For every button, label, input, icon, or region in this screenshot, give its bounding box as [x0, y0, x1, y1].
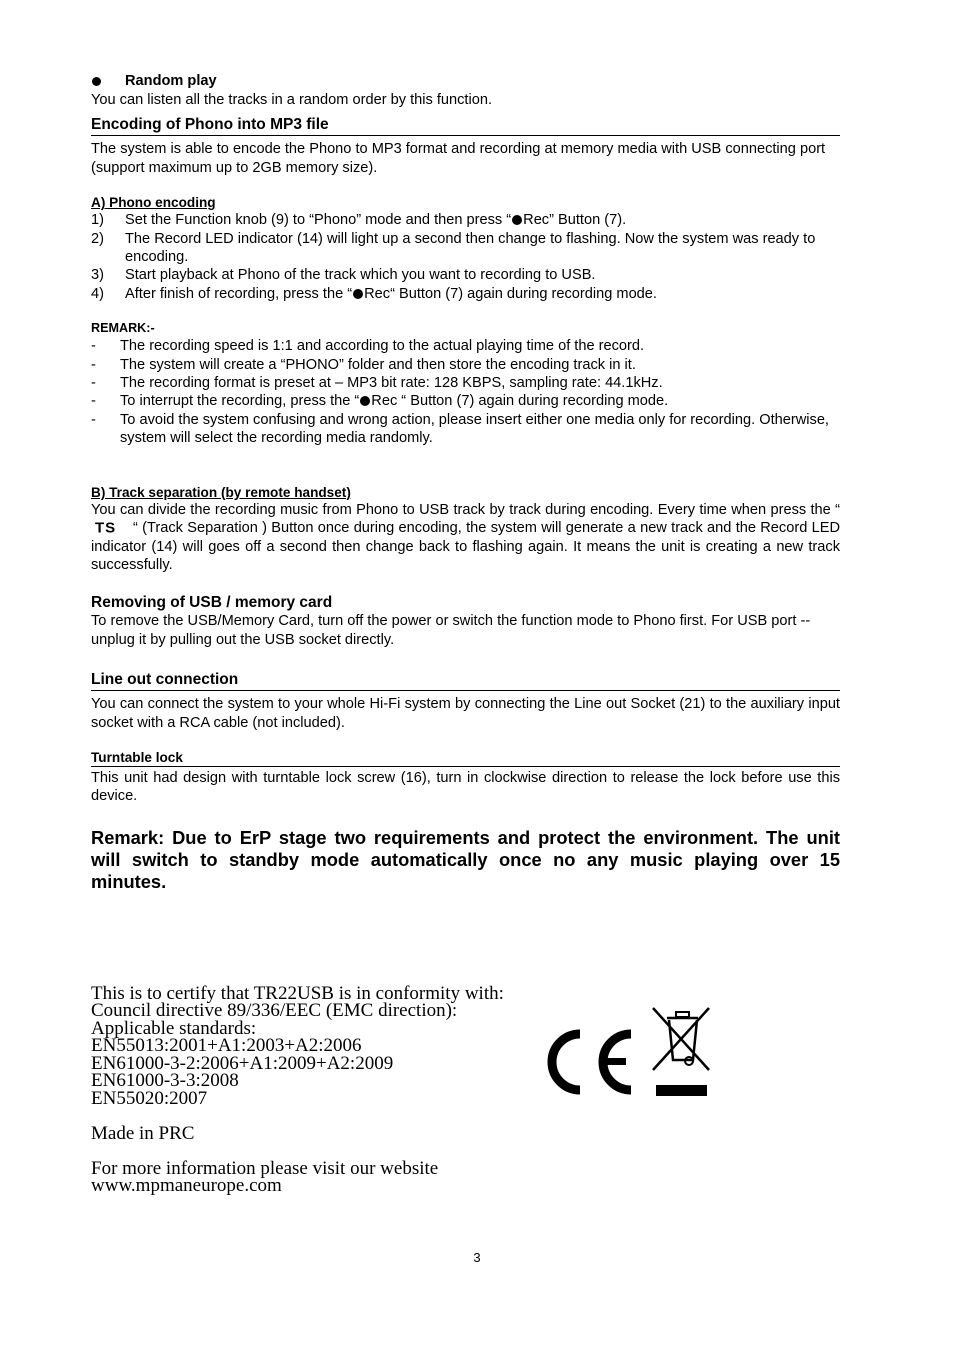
list-item: 2) The Record LED indicator (14) will light up a second then change to flashing. Now the system was ready to encoding.	[91, 230, 816, 266]
list-item: 4) After finish of recording, press the “ Rec“ Button (7) again during recording mode.	[91, 285, 657, 302]
random-play-heading: Random play	[91, 72, 840, 91]
phono-encoding-heading: A) Phono encoding	[91, 195, 216, 211]
manual-page	[91, 72, 840, 1195]
list-item: - To avoid the system confusing and wrong action, please insert either one media only for recording. Otherwise, system will select the recording media randomly.	[91, 411, 829, 447]
list-item: - The recording format is preset at – MP3 bit rate: 128 KBPS, sampling rate: 44.1kHz.	[91, 375, 663, 392]
turntable-heading: Turntable lock	[91, 750, 840, 767]
list-item: 3) Start playback at Phono of the track which you want to recording to USB.	[91, 267, 596, 284]
svg-text:TS: TS	[95, 520, 117, 535]
made-in: Made in PRC	[91, 1122, 195, 1144]
track-separation-icon	[94, 520, 130, 534]
record-dot-icon	[353, 289, 363, 299]
list-item: - To interrupt the recording, press the “ Rec “ Button (7) again during recording mode.	[91, 393, 669, 410]
more-info: For more information please visit our website	[91, 1157, 439, 1179]
website: www.mpmaneurope.com	[91, 1175, 282, 1197]
cert-line: EN61000-3-2:2006+A1:2009+A2:2009	[91, 1052, 394, 1074]
lineout-heading: Line out connection	[91, 670, 840, 691]
removing-heading: Removing of USB / memory card	[91, 594, 333, 612]
bullet-icon	[92, 77, 101, 86]
erp-remark: Remark: Due to ErP stage two requirements and protect the environment. The unit will switch to standby mode automatically once no any music playing over 15 minutes.	[91, 826, 840, 892]
list-item: - The system will create a “PHONO” folder and then store the encoding track in it.	[91, 356, 636, 373]
lineout-text: You can connect the system to your whole Hi-Fi system by connecting the Line out Socket (21) to the auxiliary input socket with a RCA cable (not included).	[91, 696, 840, 731]
compliance-marks	[537, 1006, 717, 1102]
cert-line: EN55013:2001+A1:2003+A2:2006	[91, 1035, 362, 1057]
cert-line: Applicable standards:	[91, 1017, 257, 1039]
weee-bin-icon	[653, 1008, 709, 1096]
certification-block	[91, 982, 840, 1197]
cert-line: This is to certify that TR22USB is in conformity with:	[91, 982, 504, 1004]
cert-line: EN61000-3-3:2008	[91, 1070, 239, 1092]
track-separation-heading: B) Track separation (by remote handset)	[91, 484, 351, 500]
record-dot-icon	[360, 396, 370, 406]
ce-mark-icon	[552, 1034, 631, 1090]
encoding-heading: Encoding of Phono into MP3 file	[91, 115, 840, 136]
encoding-intro: The system is able to encode the Phono to MP3 format and recording at memory media with USB connecting port (support maximum up to 2GB memory size).	[91, 141, 826, 176]
remark-list	[91, 337, 840, 447]
removing-text: To remove the USB/Memory Card, turn off the power or switch the function mode to Phono first. For USB port -- unplug it by pulling out the USB socket directly.	[91, 613, 811, 648]
track-separation-text: You can divide the recording music from Phono to USB track by track during encoding. Every time when press the “ TS “ (Track Separation ) Button once during encoding, the system will generate a new track and the Record LED indicator (14) will goes off a second then change back to flashing again. It means the unit is creating a new track successfully.	[91, 501, 840, 573]
record-dot-icon	[512, 215, 522, 225]
page-number: 3	[473, 1250, 481, 1265]
list-item: - The recording speed is 1:1 and according to the actual playing time of the record.	[91, 338, 645, 355]
random-play-text: You can listen all the tracks in a random order by this function.	[91, 92, 493, 108]
cert-line: EN55020:2007	[91, 1087, 208, 1109]
turntable-text: This unit had design with turntable lock screw (16), turn in clockwise direction to release the lock before use this device.	[91, 769, 840, 805]
remark-heading: REMARK:-	[91, 321, 155, 336]
cert-line: Council directive 89/336/EEC (EMC direction):	[91, 1000, 458, 1022]
phono-encoding-steps	[91, 211, 840, 303]
list-item: 1) Set the Function knob (9) to “Phono” mode and then press “ Rec” Button (7).	[91, 212, 627, 229]
